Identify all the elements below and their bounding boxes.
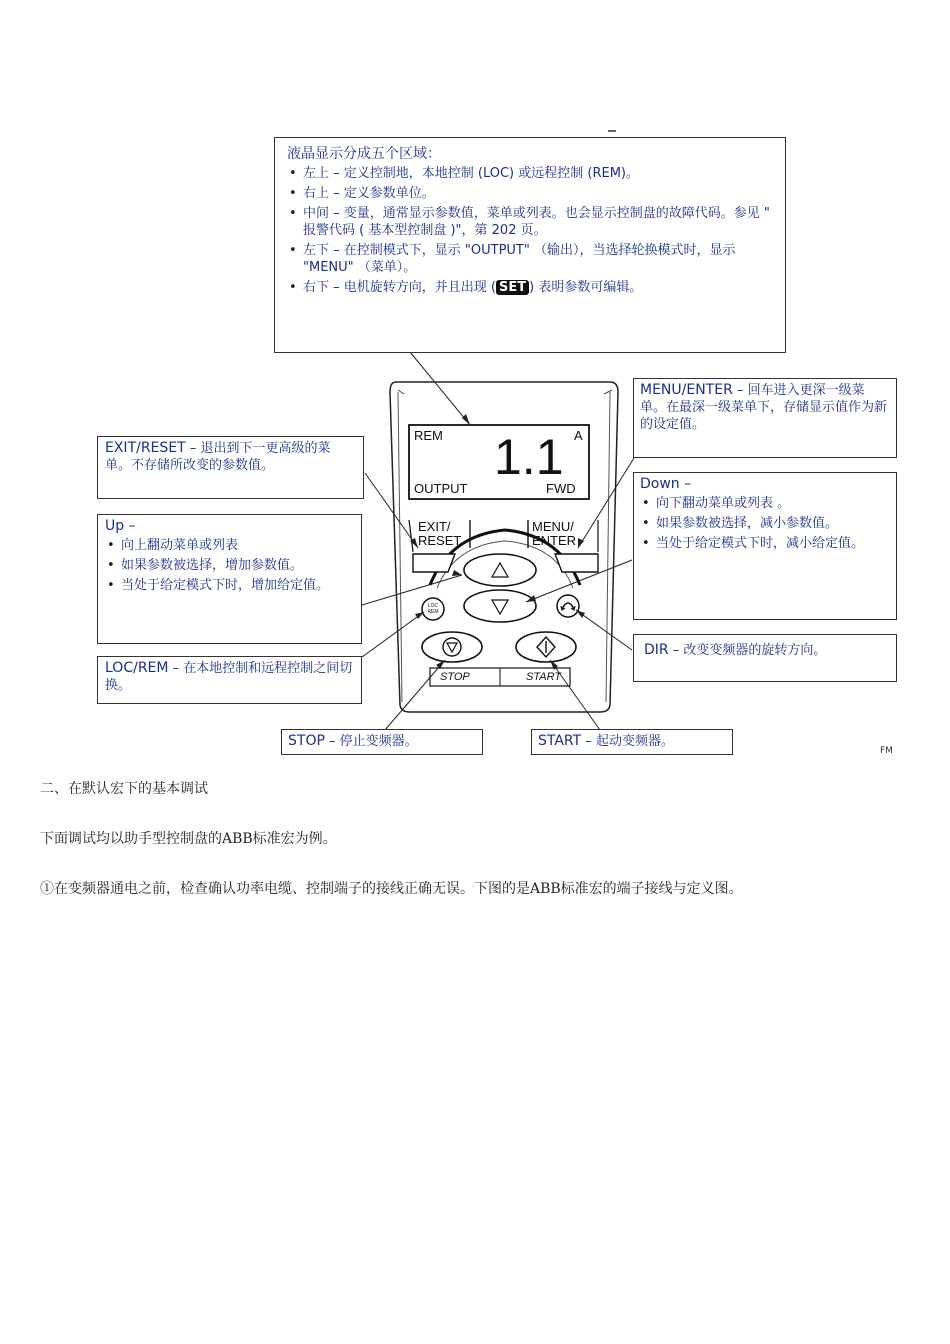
dir-box: DIR – 改变变频器的旋转方向。 xyxy=(633,634,897,682)
lcd-value: 1.1 xyxy=(494,429,564,485)
lcd-areas-list xyxy=(287,165,773,296)
start-key-label: START xyxy=(526,671,562,683)
list-item: • 右上 – 定义参数单位。 xyxy=(287,185,773,202)
list-item: • 如果参数被选择，减小参数值。 xyxy=(640,515,890,532)
loc-rem-key-label: LOC REM xyxy=(427,603,439,615)
list-item: • 右下 – 电机旋转方向，并且出现 ( SET ) 表明参数可编辑。 xyxy=(287,279,773,296)
exit-reset-key-label[interactable]: EXIT/ RESET xyxy=(418,519,462,548)
list-item: • 左上 – 定义控制地，本地控制 (LOC) 或远程控制 (REM)。 xyxy=(287,165,773,182)
list-item: • 向上翻动菜单或列表 xyxy=(105,537,354,554)
figure-mark: FM xyxy=(880,746,893,756)
dir-key xyxy=(557,595,579,617)
up-title: Up – xyxy=(105,518,136,534)
list-item: • 如果参数被选择，增加参数值。 xyxy=(105,557,354,574)
paragraph: ①在变频器通电之前，检查确认功率电缆、控制端子的接线正确无误。下图的是ABB标准宏的端子接线与定义图。 xyxy=(40,881,743,897)
down-title: Down – xyxy=(640,476,692,492)
set-badge: SET xyxy=(496,280,529,295)
down-key xyxy=(464,590,536,622)
down-box xyxy=(633,472,897,620)
list-item: • 中间 – 变量，通常显示参数值，菜单或列表。也会显示控制盘的故障代码。参见 " 报警代码 ( 基本型控制盘 )"，第 202 页。 xyxy=(287,205,773,239)
lcd-top-right: A xyxy=(574,428,583,443)
menu-enter-box: MENU/ENTER – 回车进入更深一级菜单。在最深一级菜单下，存储显示值作为新的设定值。 xyxy=(633,378,897,458)
stop-box: STOP – 停止变频器。 xyxy=(281,729,483,755)
menu-enter-key-label[interactable]: MENU/ ENTER xyxy=(532,519,577,548)
stop-key-label: STOP xyxy=(440,671,470,683)
exit-reset-box: EXIT/RESET – 退出到下一更高级的菜单。不存储所改变的参数值。 xyxy=(97,436,364,499)
lcd-bottom-left: OUTPUT xyxy=(414,481,468,496)
section-heading: 二、在默认宏下的基本调试 xyxy=(40,781,208,797)
list-item: • 向下翻动菜单或列表 。 xyxy=(640,495,890,512)
lcd-bottom-right: FWD xyxy=(546,481,576,496)
list-item: • 当处于给定模式下时，增加给定值。 xyxy=(105,577,354,594)
lcd-areas-title: 液晶显示分成五个区域： xyxy=(287,146,441,162)
start-box: START – 起动变频器。 xyxy=(531,729,733,755)
up-box xyxy=(97,514,362,644)
loc-rem-box: LOC/REM – 在本地控制和远程控制之间切换。 xyxy=(97,656,362,704)
up-key xyxy=(464,554,536,586)
paragraph: 下面调试均以助手型控制盘的ABB标准宏为例。 xyxy=(40,831,337,847)
list-item: • 当处于给定模式下时，减小给定值。 xyxy=(640,535,890,552)
list-item: • 左下 – 在控制模式下，显示 "OUTPUT" （输出），当选择轮换模式时，显示 "MENU" （菜单）。 xyxy=(287,242,773,276)
lcd-top-left: REM xyxy=(414,428,443,443)
stop-key xyxy=(422,632,482,662)
lcd-areas-box xyxy=(274,137,786,353)
